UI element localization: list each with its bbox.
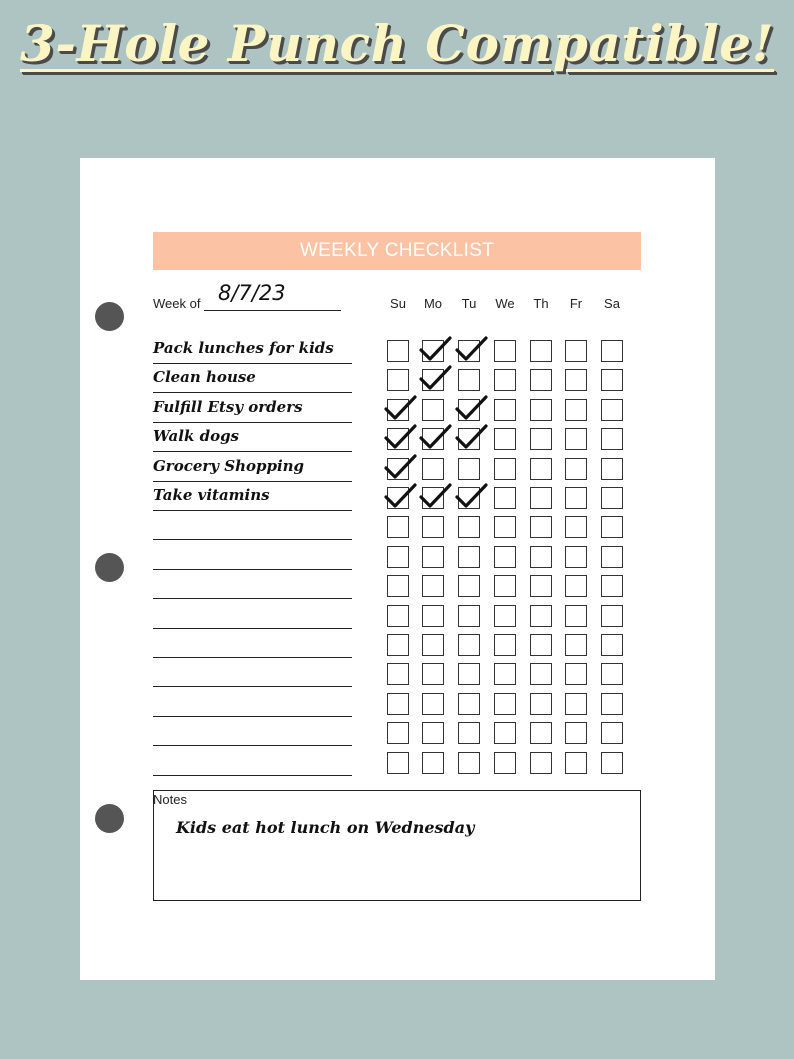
checkbox-su[interactable] (387, 663, 409, 685)
checkbox-sa[interactable] (601, 428, 623, 450)
checkbox-fr[interactable] (565, 575, 587, 597)
checkbox-th[interactable] (530, 487, 552, 509)
checkbox-mo[interactable] (422, 458, 444, 480)
checkbox-sa[interactable] (601, 516, 623, 538)
checkbox-we[interactable] (494, 399, 516, 421)
checkbox-fr[interactable] (565, 752, 587, 774)
checkbox-tu[interactable] (458, 369, 480, 391)
checkbox-mo[interactable] (422, 516, 444, 538)
checkbox-th[interactable] (530, 605, 552, 627)
checkbox-we[interactable] (494, 428, 516, 450)
task-line (153, 422, 352, 423)
checkbox-we[interactable] (494, 752, 516, 774)
task-line (153, 392, 352, 393)
checkbox-sa[interactable] (601, 546, 623, 568)
checkbox-we[interactable] (494, 487, 516, 509)
task-line (153, 598, 352, 599)
checkbox-tu[interactable] (458, 458, 480, 480)
punch-hole-bottom (95, 804, 124, 833)
checkbox-sa[interactable] (601, 487, 623, 509)
checkbox-fr[interactable] (565, 369, 587, 391)
checkbox-tu[interactable] (458, 605, 480, 627)
day-header-fr: Fr (569, 296, 583, 311)
checkbox-th[interactable] (530, 369, 552, 391)
checkbox-fr[interactable] (565, 663, 587, 685)
checkbox-tu[interactable] (458, 634, 480, 656)
checkbox-sa[interactable] (601, 693, 623, 715)
week-label: Week of (153, 296, 201, 311)
checkbox-th[interactable] (530, 752, 552, 774)
week-value[interactable]: 8/7/23 (218, 281, 286, 305)
notes-text[interactable]: Kids eat hot lunch on Wednesday (176, 818, 475, 837)
checkbox-we[interactable] (494, 663, 516, 685)
checkbox-fr[interactable] (565, 693, 587, 715)
checkbox-we[interactable] (494, 369, 516, 391)
checkbox-sa[interactable] (601, 605, 623, 627)
checkbox-mo[interactable] (422, 575, 444, 597)
checkbox-tu[interactable] (458, 575, 480, 597)
day-header-sa: Sa (604, 296, 620, 311)
checkbox-we[interactable] (494, 605, 516, 627)
checkbox-fr[interactable] (565, 722, 587, 744)
checkbox-fr[interactable] (565, 634, 587, 656)
checkbox-th[interactable] (530, 575, 552, 597)
checkbox-mo[interactable] (422, 722, 444, 744)
checkbox-we[interactable] (494, 458, 516, 480)
checkbox-su[interactable] (387, 752, 409, 774)
checkbox-mo[interactable] (422, 399, 444, 421)
checkbox-su[interactable] (387, 369, 409, 391)
checkmark-icon (419, 482, 453, 510)
checkbox-tu[interactable] (458, 546, 480, 568)
checkbox-sa[interactable] (601, 458, 623, 480)
checkbox-fr[interactable] (565, 487, 587, 509)
task-label[interactable]: Walk dogs (153, 427, 240, 446)
checkbox-th[interactable] (530, 516, 552, 538)
checkbox-th[interactable] (530, 693, 552, 715)
checkbox-we[interactable] (494, 340, 516, 362)
checkbox-th[interactable] (530, 722, 552, 744)
notes-box[interactable] (153, 790, 641, 901)
checkbox-we[interactable] (494, 546, 516, 568)
task-line (153, 716, 352, 717)
task-label[interactable]: Take vitamins (153, 486, 270, 504)
day-header-we: We (495, 296, 515, 311)
task-label[interactable]: Clean house (153, 368, 256, 387)
checkbox-su[interactable] (387, 605, 409, 627)
checkbox-su[interactable] (387, 340, 409, 362)
checkbox-mo[interactable] (422, 752, 444, 774)
checkmark-icon (455, 423, 489, 451)
checkmark-icon (384, 453, 418, 481)
checkbox-su[interactable] (387, 634, 409, 656)
checkmark-icon (419, 335, 453, 363)
task-line (153, 745, 352, 746)
checkbox-sa[interactable] (601, 369, 623, 391)
checkbox-fr[interactable] (565, 428, 587, 450)
task-line (153, 539, 352, 540)
checkbox-mo[interactable] (422, 546, 444, 568)
task-line (153, 569, 352, 570)
checkbox-mo[interactable] (422, 663, 444, 685)
checkbox-we[interactable] (494, 575, 516, 597)
checkmark-icon (384, 394, 418, 422)
checkbox-th[interactable] (530, 399, 552, 421)
checkbox-th[interactable] (530, 663, 552, 685)
task-line (153, 481, 352, 482)
day-header-mo: Mo (423, 296, 443, 311)
checkbox-su[interactable] (387, 693, 409, 715)
punch-hole-middle (95, 553, 124, 582)
checkbox-sa[interactable] (601, 634, 623, 656)
task-line (153, 510, 352, 511)
checkbox-we[interactable] (494, 516, 516, 538)
checkbox-su[interactable] (387, 575, 409, 597)
checkbox-th[interactable] (530, 458, 552, 480)
checkbox-mo[interactable] (422, 634, 444, 656)
checkbox-tu[interactable] (458, 722, 480, 744)
checkbox-fr[interactable] (565, 340, 587, 362)
checkbox-sa[interactable] (601, 340, 623, 362)
checkbox-sa[interactable] (601, 575, 623, 597)
checklist-title: WEEKLY CHECKLIST (153, 232, 641, 270)
checkbox-sa[interactable] (601, 663, 623, 685)
checkbox-fr[interactable] (565, 605, 587, 627)
banner-title: 3-Hole Punch Compatible! (19, 14, 775, 73)
day-header-su: Su (390, 296, 406, 311)
checkmark-icon (384, 482, 418, 510)
checkbox-fr[interactable] (565, 458, 587, 480)
checkbox-th[interactable] (530, 340, 552, 362)
task-label[interactable]: Grocery Shopping (153, 456, 305, 475)
checkbox-fr[interactable] (565, 516, 587, 538)
checkbox-su[interactable] (387, 546, 409, 568)
checkbox-we[interactable] (494, 693, 516, 715)
task-line (153, 628, 352, 629)
checkbox-tu[interactable] (458, 693, 480, 715)
task-label[interactable]: Pack lunches for kids (153, 339, 334, 357)
checkbox-sa[interactable] (601, 722, 623, 744)
checkbox-tu[interactable] (458, 663, 480, 685)
task-line (153, 363, 352, 364)
checkbox-fr[interactable] (565, 399, 587, 421)
checkmark-icon (455, 394, 489, 422)
task-line (153, 451, 352, 452)
checkbox-we[interactable] (494, 634, 516, 656)
checkmark-icon (455, 335, 489, 363)
checkmark-icon (419, 423, 453, 451)
task-line (153, 775, 352, 776)
checkbox-th[interactable] (530, 546, 552, 568)
checkbox-mo[interactable] (422, 605, 444, 627)
checkbox-tu[interactable] (458, 516, 480, 538)
checkbox-tu[interactable] (458, 752, 480, 774)
task-line (153, 686, 352, 687)
checkbox-mo[interactable] (422, 693, 444, 715)
task-label[interactable]: Fulfill Etsy orders (153, 397, 303, 416)
checkbox-th[interactable] (530, 428, 552, 450)
checkbox-th[interactable] (530, 634, 552, 656)
checkbox-sa[interactable] (601, 399, 623, 421)
punch-hole-top (95, 302, 124, 331)
checkmark-icon (419, 364, 453, 392)
checkmark-icon (384, 423, 418, 451)
day-header-tu: Tu (461, 296, 477, 311)
checkbox-fr[interactable] (565, 546, 587, 568)
notes-label: Notes (153, 792, 187, 807)
checkbox-su[interactable] (387, 516, 409, 538)
week-underline (204, 310, 341, 311)
checkbox-sa[interactable] (601, 752, 623, 774)
checkbox-su[interactable] (387, 722, 409, 744)
checkbox-we[interactable] (494, 722, 516, 744)
task-line (153, 657, 352, 658)
day-header-th: Th (533, 296, 549, 311)
checkmark-icon (455, 482, 489, 510)
